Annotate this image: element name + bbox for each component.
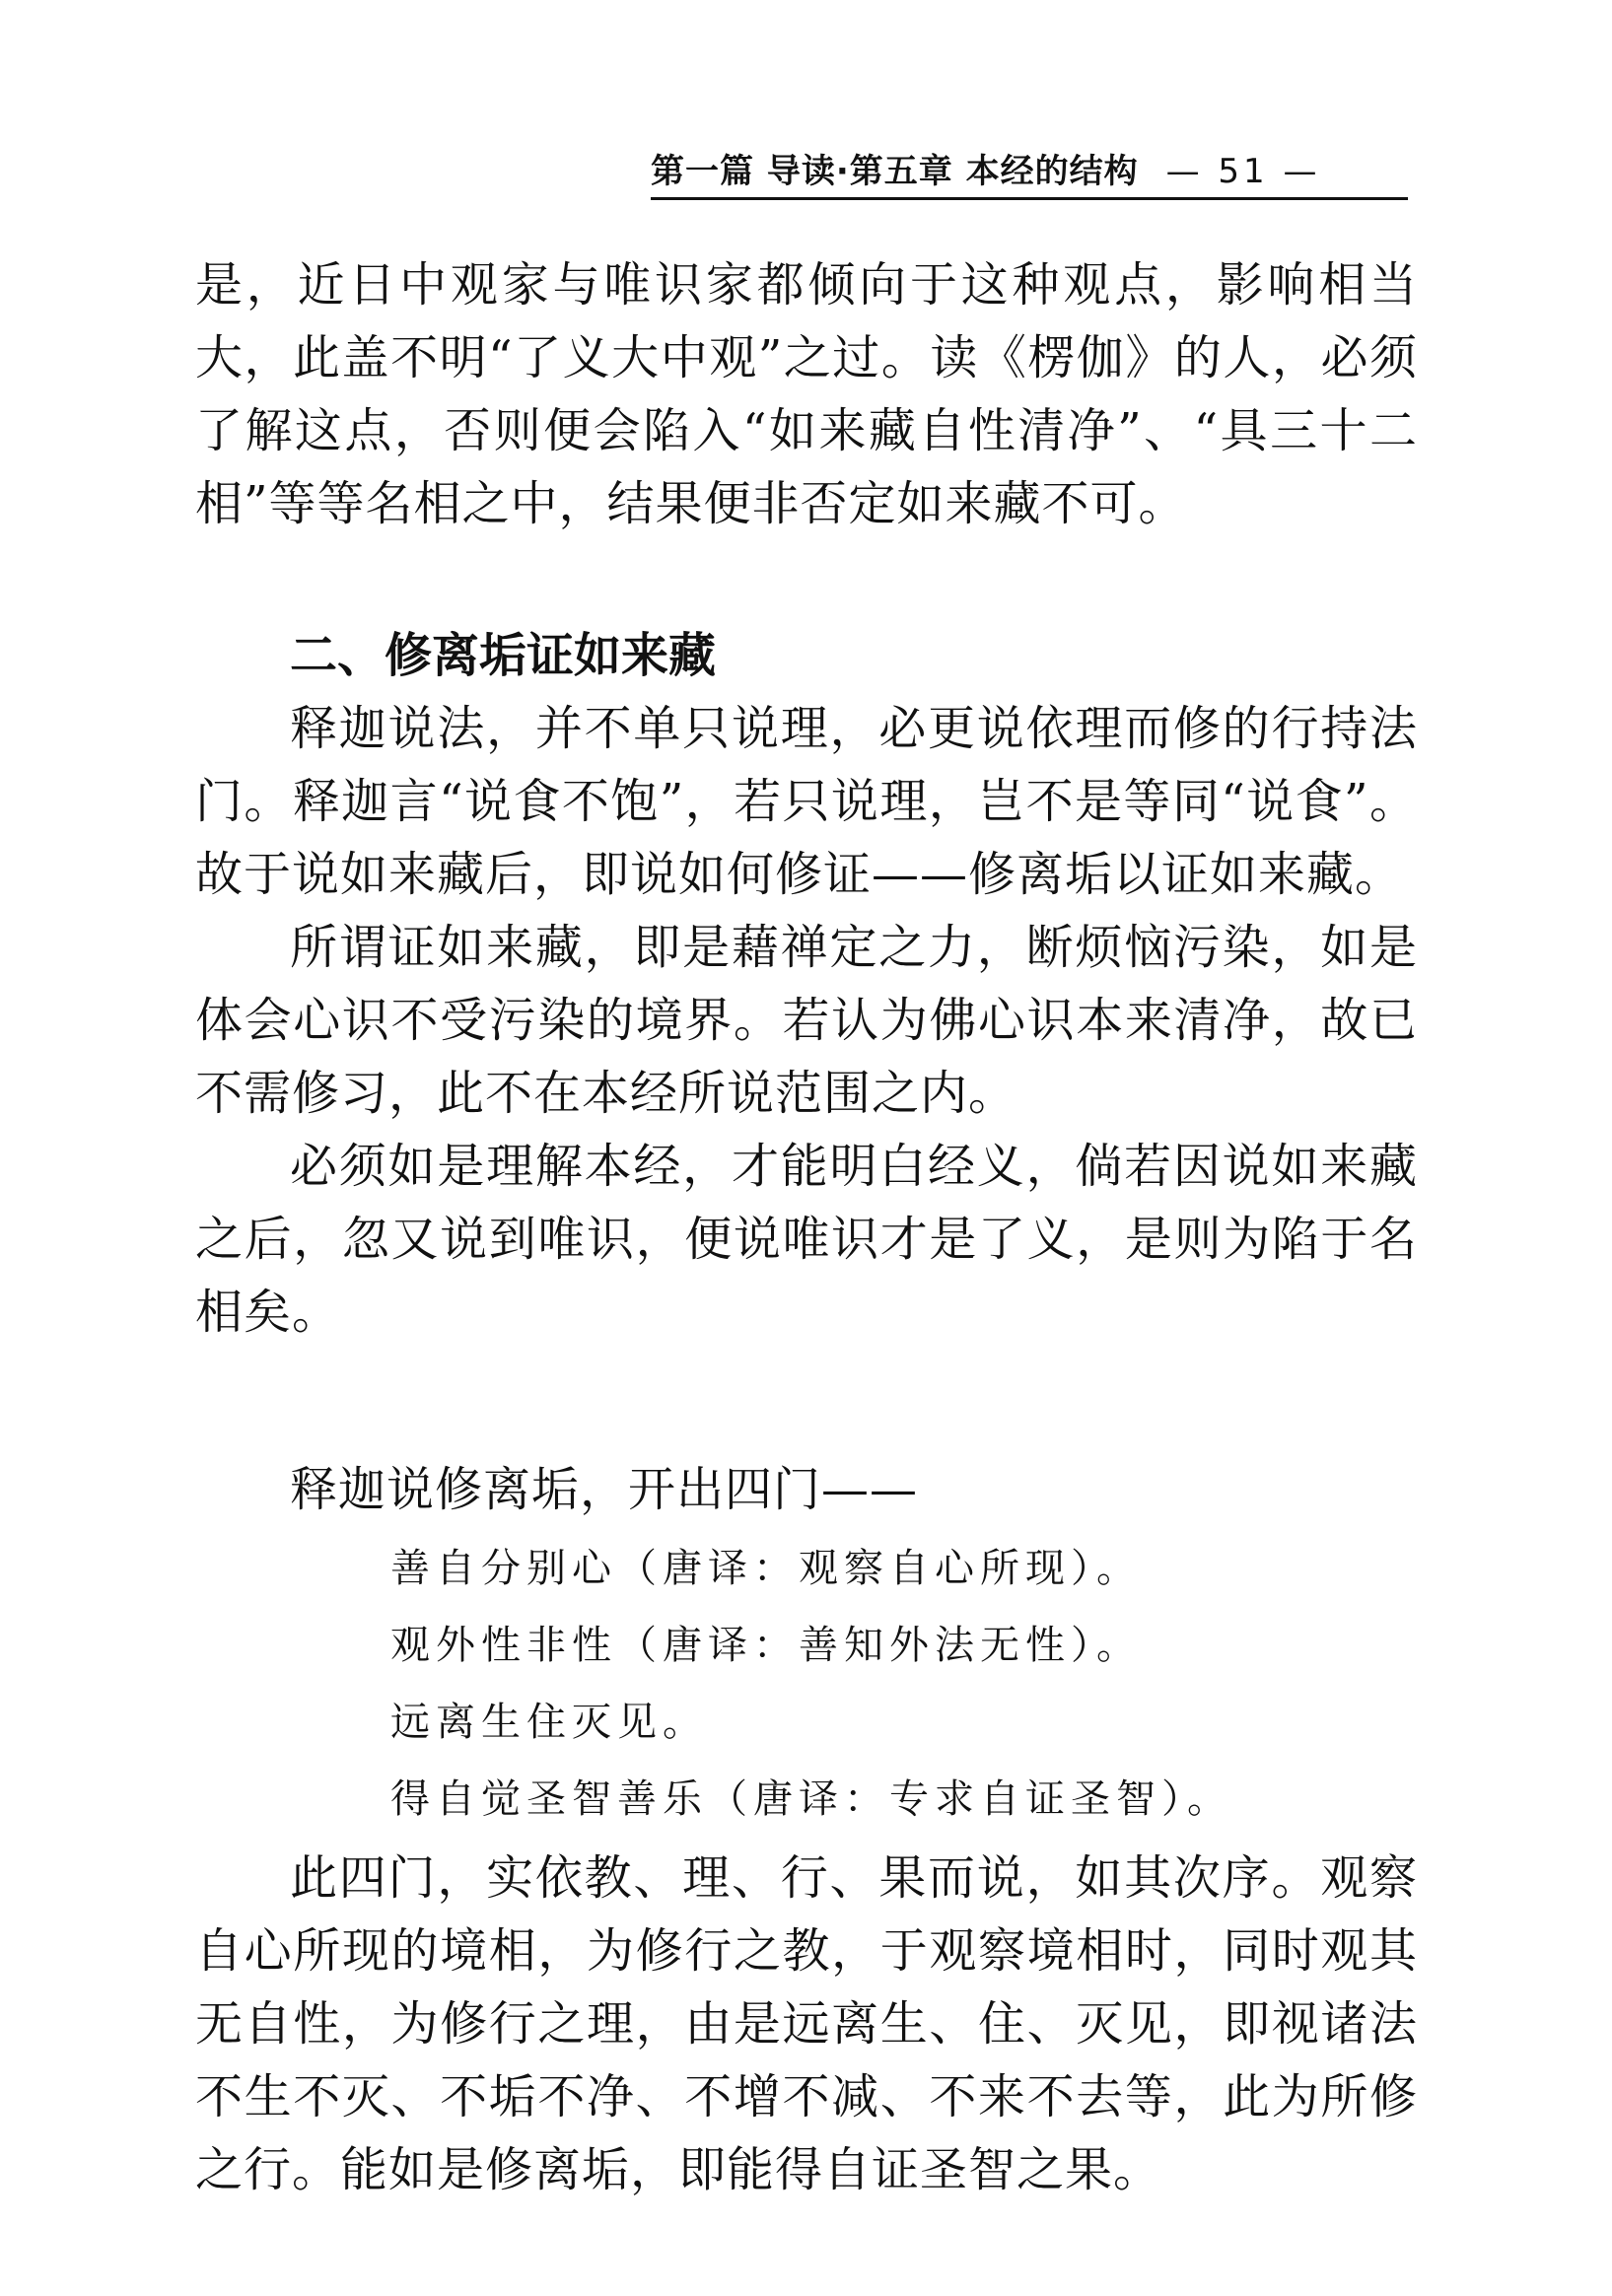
- paragraph: 释迦说法，并不单只说理，必更说依理而修的行持法门。释迦言“说食不饱”，若只说理，岂不是等同“说食”。故于说如来藏后，即说如何修证——修离垢以证如来藏。: [195, 701, 1418, 902]
- chapter-title: 第一篇 导读·第五章 本经的结构: [651, 152, 1139, 191]
- list-item: 得自觉圣智善乐（唐译：专求自证圣智）。: [390, 1776, 1232, 1822]
- list-item: 观外性非性（唐译：善知外法无性）。: [390, 1623, 1142, 1668]
- four-gates-list: [390, 1530, 1418, 1838]
- paragraph: 此四门，实依教、理、行、果而说，如其次序。观察自心所现的境相，为修行之教，于观察境相时，同时观其无自性，为修行之理，由是远离生、住、灭见，即视诸法不生不灭、不垢不净、不增不减、不来不去等，此为所修之行。能如是修离垢，即能得自证圣智之果。: [195, 1850, 1418, 2197]
- list-item: 善自分别心（唐译：观察自心所现）。: [390, 1546, 1142, 1591]
- list-item: 远离生住灭见。: [390, 1700, 708, 1745]
- running-header: [651, 148, 1405, 195]
- paragraph-continued: 是，近日中观家与唯识家都倾向于这种观点，影响相当大，此盖不明“了义大中观”之过。读《楞伽》的人，必须了解这点，否则便会陷入“如来藏自性清净”、“具三十二相”等等名相之中，结果便非否定如来藏不可。: [195, 257, 1418, 531]
- page-number: — 51 —: [1165, 152, 1321, 191]
- header-rule: [651, 197, 1408, 200]
- list-intro: 释迦说修离垢，开出四门——: [290, 1462, 919, 1517]
- page-body: [195, 248, 1418, 2206]
- paragraph: 必须如是理解本经，才能明白经义，倘若因说如来藏之后，忽又说到唯识，便说唯识才是了义，是则为陷于名相矣。: [195, 1139, 1418, 1340]
- paragraph: 所谓证如来藏，即是藉禅定之力，断烦恼污染，如是体会心识不受污染的境界。若认为佛心识本来清净，故已不需修习，此不在本经所说范围之内。: [195, 920, 1418, 1121]
- section-heading: 二、修离垢证如来藏: [290, 628, 717, 683]
